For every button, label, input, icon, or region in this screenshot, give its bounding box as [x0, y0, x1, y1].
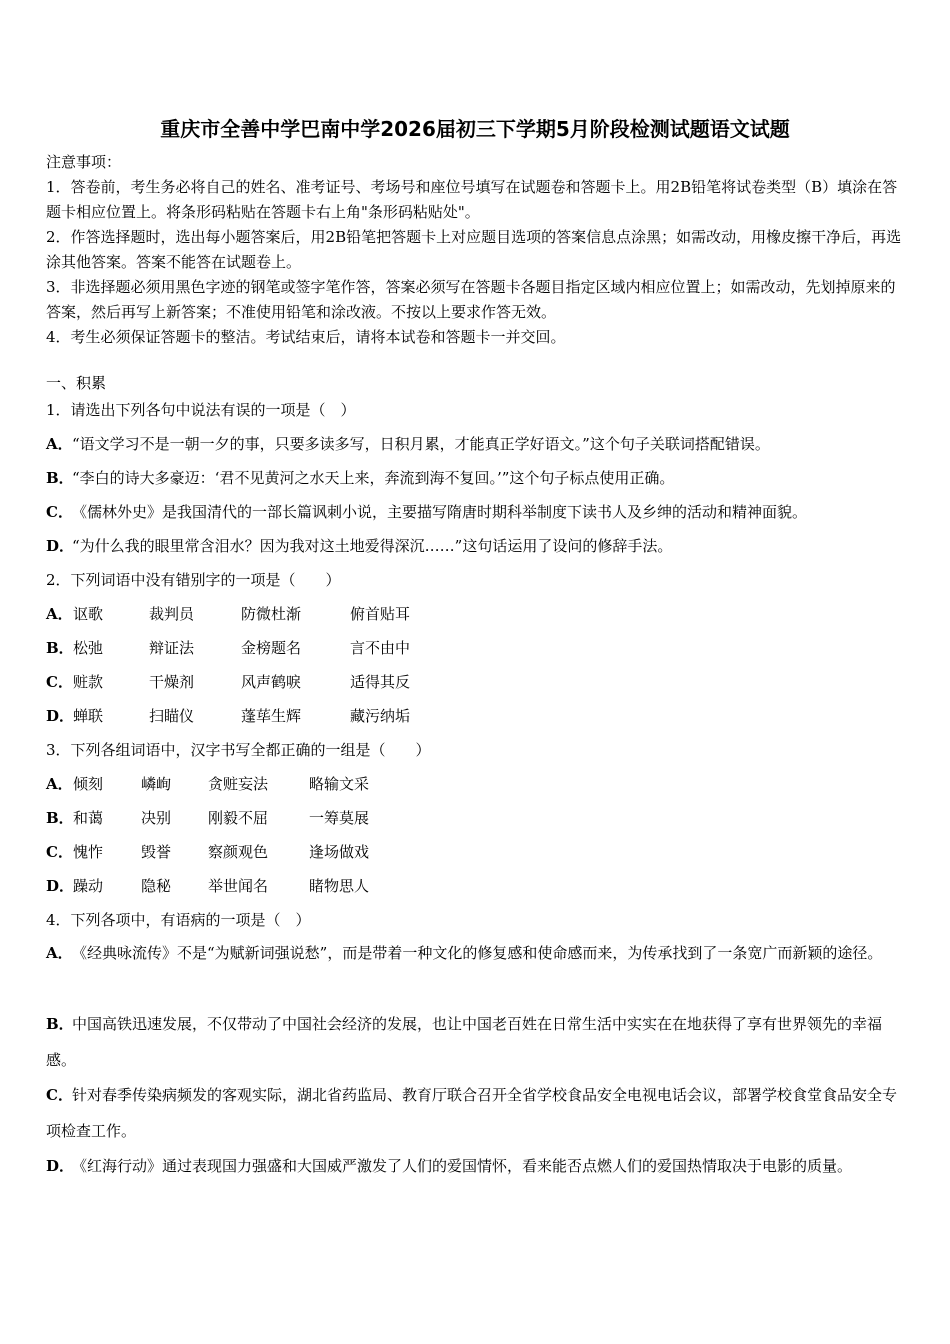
word: 躁动	[73, 877, 104, 895]
option-letter: C．	[46, 673, 73, 691]
word: 刚毅不屈	[208, 809, 269, 827]
option-letter: B．	[46, 639, 74, 657]
word: 适得其反	[350, 673, 411, 691]
q1-option-b	[46, 467, 908, 488]
word: 松弛	[73, 639, 104, 657]
q1-option-c	[46, 501, 908, 522]
notice-block	[46, 150, 908, 350]
option-text: “李白的诗大多豪迈：‘君不见黄河之水天上来，奔流到海不复回。’”这个句子标点使用正确。	[72, 469, 675, 487]
option-text: 中国高铁迅速发展，不仅带动了中国社会经济的发展，也让中国老百姓在日常生活中实实在在地获得了享有世界领先的幸福感。	[46, 1015, 883, 1069]
option-letter: C．	[46, 503, 73, 521]
question-4-stem: 4．下列各项中，有语病的一项是（ ）	[46, 911, 311, 929]
option-text: 《红海行动》通过表现国力强盛和大国威严激发了人们的爱国情怀，看来能否点燃人们的爱国热情取决于电影的质量。	[72, 1157, 853, 1175]
notice-item: 4．考生必须保证答题卡的整洁。考试结束后，请将本试卷和答题卡一并交回。	[46, 328, 566, 346]
word: 裁判员	[149, 605, 195, 623]
q4-option-b	[46, 1006, 908, 1078]
word: 决别	[141, 809, 172, 827]
option-letter: A．	[46, 435, 73, 453]
word: 风声鹤唳	[241, 673, 302, 691]
word: 藏污纳垢	[350, 707, 411, 725]
q1-option-a	[46, 433, 908, 454]
notice-item: 1．答卷前，考生务必将自己的姓名、准考证号、考场号和座位号填写在试题卷和答题卡上。用2B铅笔将试卷类型（B）填涂在答题卡相应位置上。将条形码粘贴在答题卡右上角"条形码粘贴处"。	[46, 178, 898, 221]
option-letter: B．	[46, 469, 74, 487]
word: 蓬荜生辉	[241, 707, 302, 725]
word: 和蔼	[73, 809, 104, 827]
word: 贪赃妄法	[208, 775, 269, 793]
option-text: “为什么我的眼里常含泪水？因为我对这土地爱得深沉……”这句话运用了设问的修辞手法。	[72, 537, 673, 555]
question-2-stem: 2．下列词语中没有错别字的一项是（ ）	[46, 571, 341, 589]
option-letter: A．	[46, 605, 73, 623]
q4-option-d	[46, 1148, 908, 1184]
option-letter: C．	[46, 1086, 73, 1104]
option-text: “语文学习不是一朝一夕的事，只要多读多写，日积月累，才能真正学好语文。”这个句子关联词搭配错误。	[72, 435, 770, 453]
word: 金榜题名	[241, 639, 302, 657]
word: 讴歌	[73, 605, 104, 623]
word: 睹物思人	[309, 877, 370, 895]
option-text: 《经典咏流传》不是“为赋新词强说愁”，而是带着一种文化的修复感和使命感而来，为传承找到了一条宽广而新颖的途径。	[72, 944, 883, 962]
option-letter: B．	[46, 809, 74, 827]
option-letter: C．	[46, 843, 73, 861]
word: 蝉联	[73, 707, 104, 725]
option-letter: B．	[46, 1015, 74, 1033]
option-letter: D．	[46, 877, 75, 895]
word: 辩证法	[149, 639, 195, 657]
word: 一筹莫展	[309, 809, 370, 827]
q4-option-c	[46, 1077, 908, 1149]
word: 扫瞄仪	[149, 707, 195, 725]
word: 倾刻	[73, 775, 104, 793]
word: 防微杜渐	[241, 605, 302, 623]
option-text: 针对春季传染病频发的客观实际，湖北省药监局、教育厅联合召开全省学校食品安全电视电话会议，部署学校食堂食品安全专项检查工作。	[46, 1086, 898, 1140]
q1-option-d	[46, 535, 908, 556]
word: 毁誉	[141, 843, 172, 861]
option-text: 《儒林外史》是我国清代的一部长篇讽刺小说，主要描写隋唐时期科举制度下读书人及乡绅的活动和精神面貌。	[72, 503, 808, 521]
word: 隐秘	[141, 877, 172, 895]
option-letter: D．	[46, 537, 75, 555]
page-title: 重庆市全善中学巴南中学2026届初三下学期5月阶段检测试题语文试题	[160, 117, 790, 141]
question-1-stem: 1．请选出下列各句中说法有误的一项是（ ）	[46, 401, 356, 419]
word: 赃款	[73, 673, 104, 691]
option-letter: A．	[46, 775, 73, 793]
word: 干燥剂	[149, 673, 195, 691]
word: 略输文采	[309, 775, 370, 793]
option-letter: D．	[46, 1157, 75, 1175]
option-letter: D．	[46, 707, 75, 725]
word: 逢场做戏	[309, 843, 370, 861]
notice-heading: 注意事项：	[46, 153, 122, 171]
option-letter: A．	[46, 944, 73, 962]
word: 言不由中	[350, 639, 411, 657]
notice-item: 2．作答选择题时，选出每小题答案后，用2B铅笔把答题卡上对应题目选项的答案信息点涂黑；如需改动，用橡皮擦干净后，再选涂其他答案。答案不能答在试题卷上。	[46, 228, 902, 271]
word: 举世闻名	[208, 877, 269, 895]
notice-item: 3．非选择题必须用黑色字迹的钢笔或签字笔作答，答案必须写在答题卡各题目指定区域内相应位置上；如需改动，先划掉原来的答案，然后再写上新答案；不准使用铅笔和涂改液。不按以上要求作答无效。	[46, 278, 896, 321]
word: 俯首贴耳	[350, 605, 411, 623]
section-heading: 一、积累	[46, 374, 107, 392]
word: 愧怍	[73, 843, 104, 861]
word: 察颜观色	[208, 843, 269, 861]
word: 嶙峋	[141, 775, 172, 793]
q4-option-a	[46, 935, 908, 971]
question-3-stem: 3．下列各组词语中，汉字书写全都正确的一组是（ ）	[46, 741, 431, 759]
